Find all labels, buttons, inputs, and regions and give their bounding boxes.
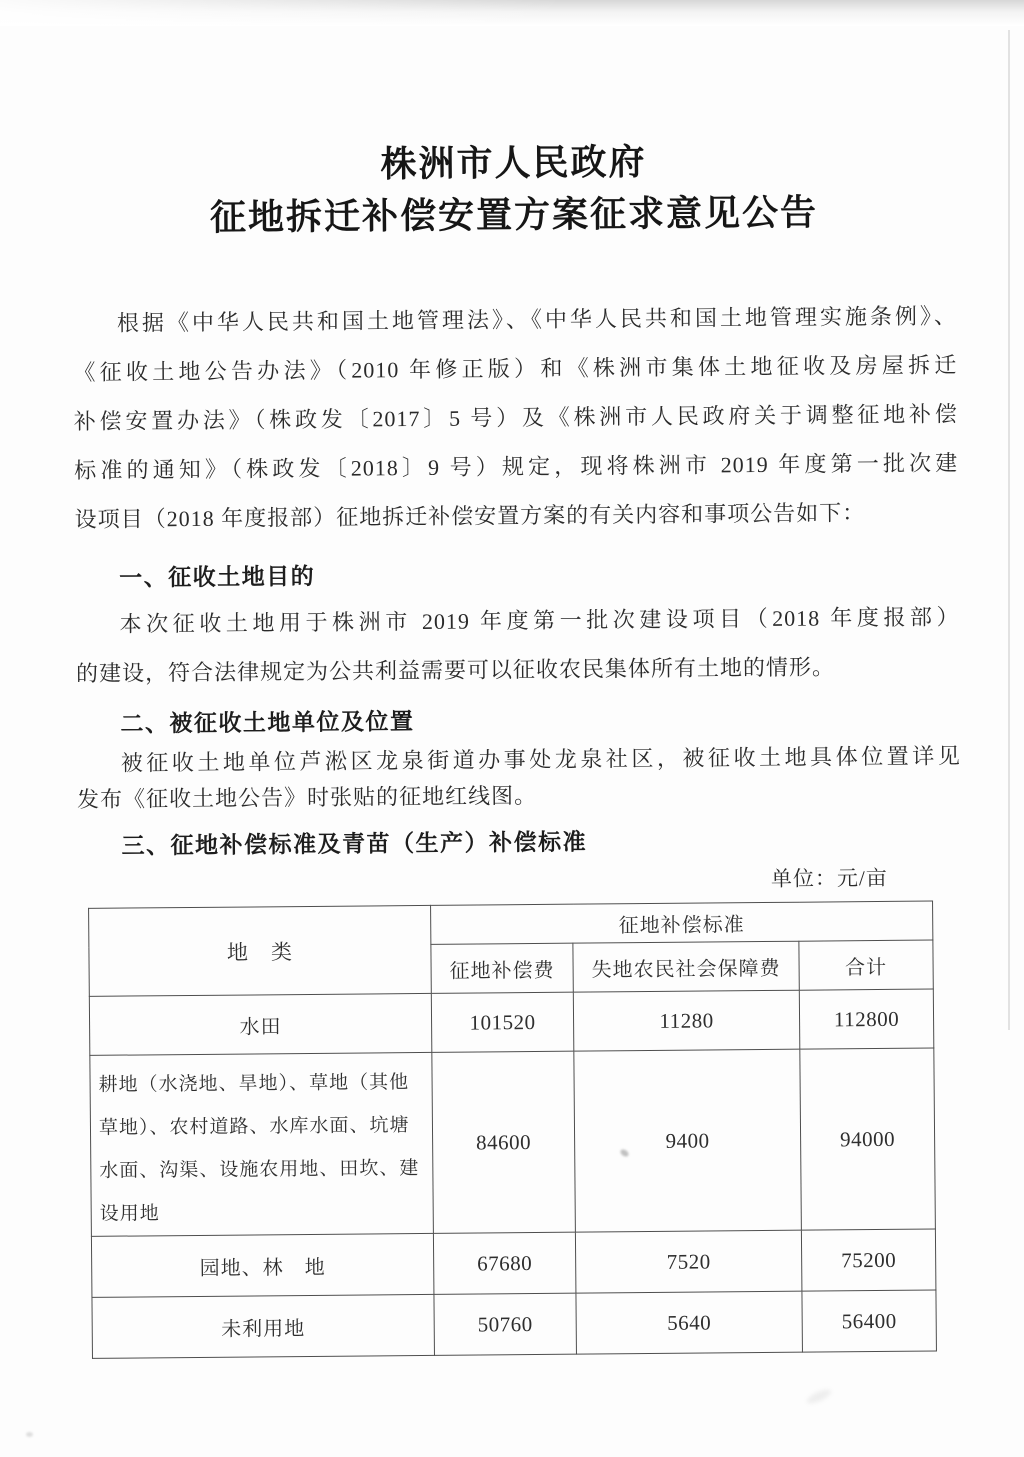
- cell-land-type: 未利用地: [92, 1294, 435, 1358]
- intro-paragraph: [73, 291, 959, 544]
- table-row: [90, 1048, 936, 1236]
- section-1-heading: 一、征收土地目的: [119, 563, 316, 591]
- section-1-paragraph: [75, 592, 960, 698]
- scan-speck: [26, 1432, 33, 1437]
- table-header-group: 征地补偿标准: [431, 901, 933, 944]
- title-line-2: 征地拆迁补偿安置方案征求意见公告: [209, 192, 819, 238]
- table-header-social-security: 失地农民社会保障费: [573, 941, 799, 992]
- cell-total: 112800: [799, 989, 934, 1049]
- section-2-heading: 二、被征收土地单位及位置: [120, 709, 415, 737]
- intro-line: 根据《中华人民共和国土地管理法》、《中华人民共和国土地管理实施条例》、: [116, 303, 958, 336]
- cell-land-type: 园地、林 地: [91, 1233, 434, 1297]
- intro-line: 标准的通知》（株政发〔2018〕9 号）规定，现将株洲市 2019 年度第一批次建: [74, 450, 959, 484]
- document-title: [70, 0, 956, 245]
- intro-line: 补偿安置办法》（株政发〔2017〕5 号）及《株洲市人民政府关于调整征地补偿: [73, 401, 958, 435]
- section-2-paragraph: [77, 738, 962, 818]
- cell-compensation: 101520: [431, 992, 574, 1052]
- cell-social-security: 9400: [574, 1049, 802, 1232]
- cell-compensation: 84600: [432, 1051, 576, 1233]
- compensation-table: [88, 901, 937, 1359]
- cell-social-security: 7520: [575, 1230, 802, 1293]
- cell-compensation: 67680: [433, 1232, 576, 1294]
- table-header-land-type: 地 类: [89, 905, 432, 996]
- cell-social-security: 11280: [573, 990, 800, 1051]
- table-header-compensation: 征地补偿费: [431, 943, 573, 993]
- cell-land-type: 水田: [89, 993, 432, 1055]
- cell-total: 56400: [802, 1290, 937, 1352]
- cell-land-type: 耕地（水浇地、旱地）、草地（其他草地）、农村道路、水库水面、坑塘水面、沟渠、设施农用地、田坎、建设用地: [90, 1052, 434, 1236]
- section-1-line: 的建设，符合法律规定为公共利益需要可以征收农民集体所有土地的情形。: [75, 654, 836, 686]
- table-header-total: 合计: [799, 940, 933, 990]
- cell-compensation: 50760: [434, 1293, 577, 1355]
- document-content: [70, 0, 966, 1359]
- section-2-line: 被征收土地单位芦淞区龙泉街道办事处龙泉社区，被征收土地具体位置详见: [120, 743, 961, 776]
- cell-total: 94000: [800, 1048, 936, 1230]
- section-2-line: 发布《征收土地公告》时张贴的征地红线图。: [77, 782, 538, 812]
- table-row: [91, 1229, 936, 1297]
- table-row: [92, 1290, 937, 1358]
- cell-total: 75200: [801, 1229, 936, 1291]
- section-3-heading: 三、征地补偿标准及青苗（生产）补偿标准: [121, 829, 588, 859]
- cell-social-security: 5640: [576, 1291, 803, 1354]
- title-line-1: 株洲市人民政府: [380, 141, 647, 185]
- table-row: [89, 989, 933, 1055]
- section-1-line: 本次征收土地用于株洲市 2019 年度第一批次建设项目（2018 年度报部）: [119, 604, 960, 637]
- intro-line: 设项目（2018 年度报部）征地拆迁补偿安置方案的有关内容和事项公告如下：: [74, 500, 866, 532]
- unit-note: 单位：元/亩: [770, 865, 888, 891]
- scan-line-artifact: [1008, 30, 1010, 1030]
- intro-line: 《征收土地公告办法》（2010 年修正版）和《株洲市集体土地征收及房屋拆迁: [73, 352, 958, 386]
- scan-edge-shadow: [0, 0, 1024, 26]
